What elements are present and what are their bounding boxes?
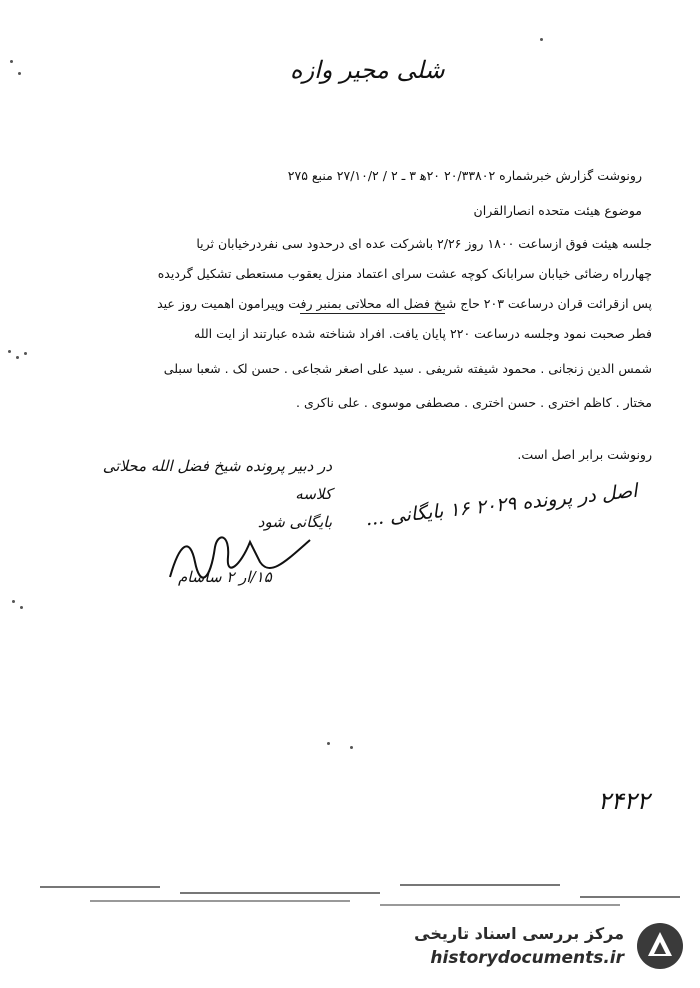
scan-noise-band [0, 878, 700, 912]
handwritten-archive-note: اصل در پرونده ۲۰۲۹ ۱۶ بایگانی ... [364, 479, 639, 531]
report-header: رونوشت گزارش خبرشماره ۲۰/۳۳۸۰۲ ۲۰ه‍ ۳ ـ ۲ / ۲۷/۱۰/۲ منبع ۲۷۵ [287, 168, 642, 183]
archive-logo-icon [634, 920, 686, 972]
margin-note-line: در دبیر پرونده شیخ فضل الله محلاتی کلاسه [102, 457, 332, 503]
report-subject: موضوع هیئت متحده انصارالقران [473, 203, 642, 218]
watermark-url: historydocuments.ir [430, 948, 624, 968]
signature-name: ۱۵/ار ۲ ساسام [178, 568, 272, 586]
watermark-title: مرکز بررسی اسناد تاریخی [414, 924, 624, 943]
archive-watermark [386, 918, 686, 978]
handwritten-title: شلی مجیر وازه [290, 56, 445, 84]
report-line: پس ازقرائت قران درساعت ۲۰۳ حاج شیخ فضل اله محلاتی بمنبر رفت وپیرامون اهمیت روز عید [157, 296, 652, 311]
report-line: شمس الدین زنجانی . محمود شیفته شریفی . سید علی اصغر شجاعی . حسن لک . شعبا سبلی [163, 361, 652, 376]
report-line: چهارراه رضائی خیابان سرابانک کوچه عشت سرای اعتماد منزل یعقوب مستعطی تشکیل گردیده [157, 266, 652, 281]
handwritten-document-number: ۲۴۲۲ [598, 787, 650, 815]
report-line: فطر صحبت نمود وجلسه درساعت ۲۲۰ پایان یافت. افراد شناخته شده عبارتند از ایت الله [194, 326, 652, 341]
underline-mark [300, 313, 445, 314]
report-line: مختار . کاظم اختری . حسن اختری . مصطفی موسوی . علی ناکری . [296, 395, 652, 410]
report-line: جلسه هیئت فوق ازساعت ۱۸۰۰ روز ۲/۲۶ باشرکت عده ای درحدود سی نفردرخیابان ثریا [196, 236, 652, 251]
copy-certification: رونوشت برابر اصل است. [517, 447, 652, 462]
margin-note-line: بایگانی شود [257, 513, 332, 531]
